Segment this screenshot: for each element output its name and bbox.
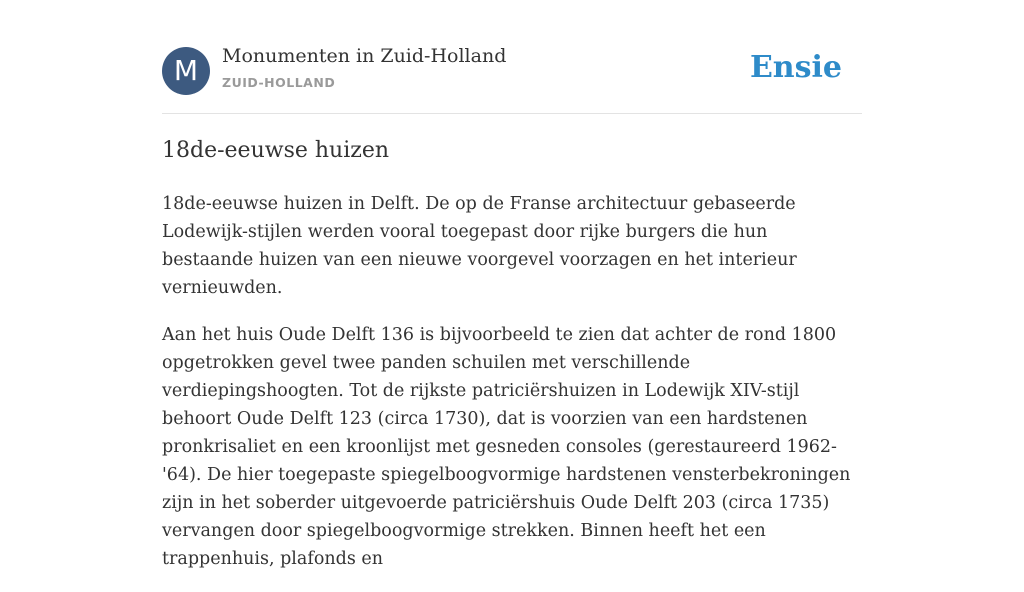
content-column [162, 0, 862, 569]
article-body [162, 190, 862, 592]
article-paragraph-2: Aan het huis Oude Delft 136 is bijvoorbeeld te zien dat achter de rond 1800 opgetrokken gevel twee panden schuilen met verschillende verdiepingshoogten. Tot de rijkste patriciërshuizen in Lodewijk XIV-stijl behoort Oude Delft 123 (circa 1730), dat is voorzien van een hardstenen pronkrisaliet en een kroonlijst met gesneden consoles (gerestaureerd 1962-'64). De hier toegepaste spiegelboogvormige hardstenen vensterbekroningen zijn in het soberder uitgevoerde patriciërshuis Oude Delft 203 (circa 1735) vervangen door spiegelboogvormige strekken. Binnen heeft het een trappenhuis, plafonds en [162, 325, 851, 569]
ensie-logo-link[interactable]: Ensie [749, 50, 842, 85]
source-subtitle: ZUID-HOLLAND [222, 75, 336, 90]
avatar[interactable]: M [162, 47, 210, 95]
article-paragraph-1: 18de-eeuwse huizen in Delft. De op de Franse architectuur gebaseerde Lodewijk-stijlen werden vooral toegepast door rijke burgers die hun bestaande huizen van een nieuwe voorgevel voorzagen en het interieur vernieuwden. [162, 194, 797, 298]
source-title-link[interactable]: Monumenten in Zuid-Holland [222, 45, 507, 67]
article-title: 18de-eeuwse huizen [162, 138, 390, 163]
source-header [162, 0, 862, 114]
